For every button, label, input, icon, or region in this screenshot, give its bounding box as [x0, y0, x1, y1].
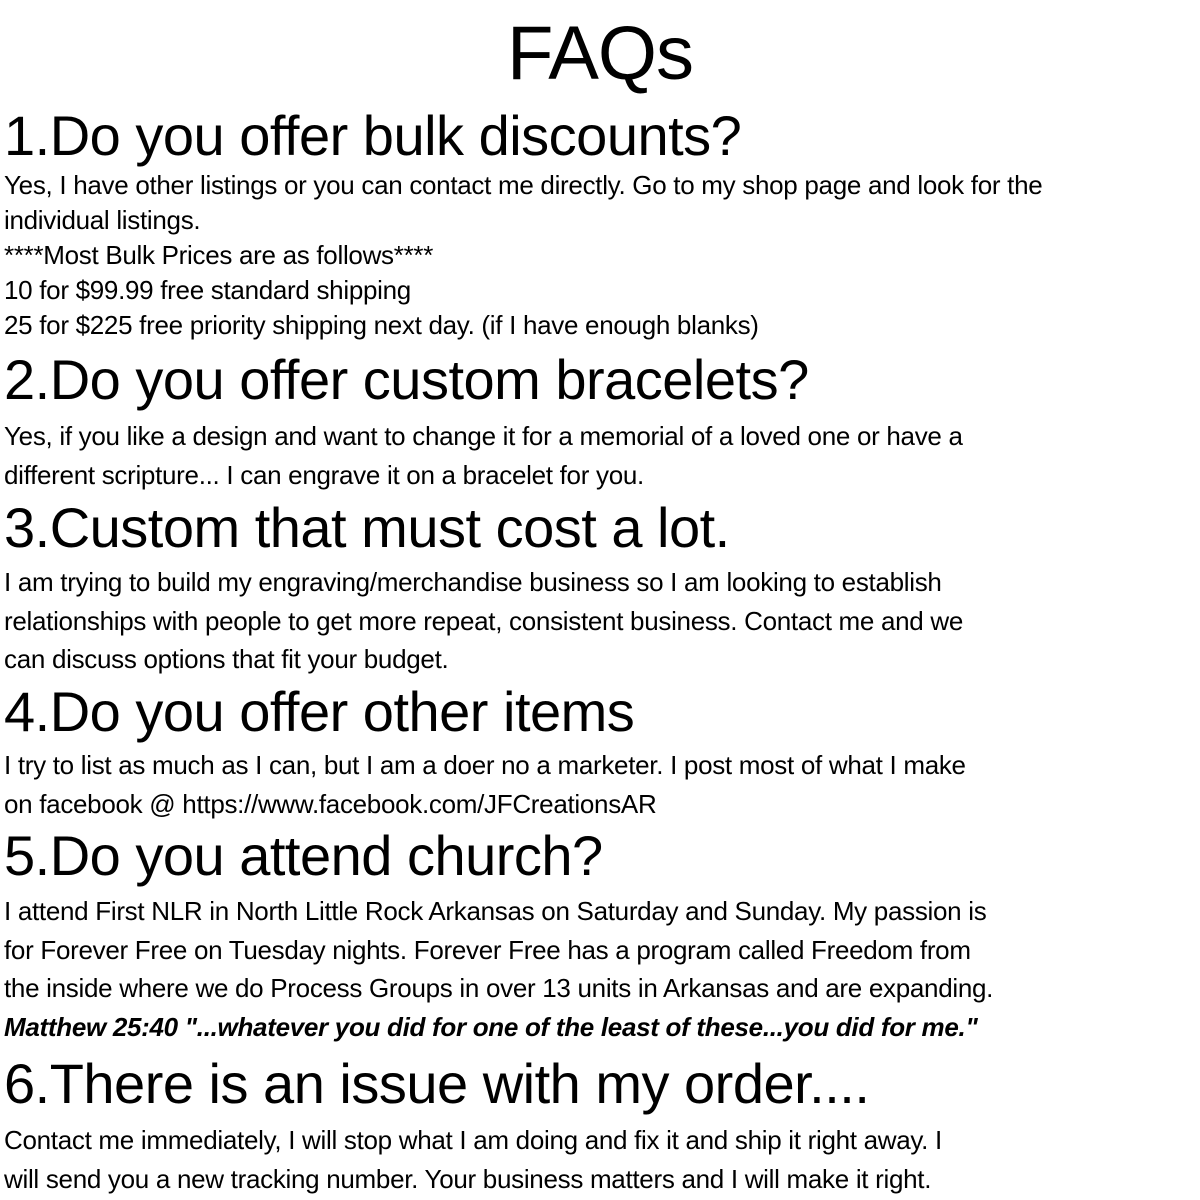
faq-answer-6-line: Contact me immediately, I will stop what I am doing and fix it and ship it right away. I	[4, 1125, 942, 1155]
faq-answer-1-line: 10 for $99.99 free standard shipping	[4, 275, 411, 305]
faq-answer-6	[4, 1121, 1194, 1198]
faq-answer-2-line: different scripture... I can engrave it on a bracelet for you.	[4, 459, 644, 490]
scripture-quote: Matthew 25:40 "...whatever you did for one of the least of these...you did for me."	[4, 1011, 978, 1042]
faq-answer-4-line: on facebook @ https://www.facebook.com/JFCreationsAR	[4, 788, 657, 819]
faq-answer-5-line: the inside where we do Process Groups in over 13 units in Arkansas and are expanding.	[4, 973, 994, 1003]
page-title: FAQs	[506, 11, 694, 96]
faq-answer-1-line: 25 for $225 free priority shipping next day. (if I have enough blanks)	[4, 310, 759, 340]
faq-answer-5	[4, 892, 1194, 1046]
faq-question-1: 1.Do you offer bulk discounts?	[4, 104, 742, 167]
faq-answer-1-line: ****Most Bulk Prices are as follows****	[4, 240, 434, 270]
faq-answer-5-line: I attend First NLR in North Little Rock Arkansas on Saturday and Sunday. My passion is	[4, 896, 987, 926]
faq-question-5: 5.Do you attend church?	[4, 824, 603, 887]
faq-answer-6-line: will send you a new tracking number. Your business matters and I will make it right.	[4, 1163, 932, 1194]
faq-answer-1	[4, 168, 1194, 343]
faq-answer-3-line: I am trying to build my engraving/merchandise business so I am looking to establish	[4, 567, 942, 597]
faq-answer-2-line: Yes, if you like a design and want to change it for a memorial of a loved one or have a	[4, 421, 963, 451]
faq-question-2: 2.Do you offer custom bracelets?	[4, 348, 809, 411]
faq-question-3: 3.Custom that must cost a lot.	[4, 496, 730, 559]
faq-answer-3-line: can discuss options that fit your budget.	[4, 644, 449, 674]
faq-answer-3-line: relationships with people to get more repeat, consistent business. Contact me and we	[4, 605, 964, 636]
faq-answer-3	[4, 563, 1194, 679]
faq-question-6: 6.There is an issue with my order....	[4, 1052, 870, 1115]
faq-answer-4-line: I try to list as much as I can, but I am a doer no a marketer. I post most of what I make	[4, 750, 966, 780]
faq-answer-1-line: Yes, I have other listings or you can contact me directly. Go to my shop page and look for the	[4, 170, 1043, 200]
faq-answer-4	[4, 746, 1194, 823]
faq-answer-1-line: individual listings.	[4, 205, 201, 235]
faq-question-4: 4.Do you offer other items	[4, 680, 635, 743]
faq-answer-2	[4, 417, 1194, 494]
faq-answer-5-line: for Forever Free on Tuesday nights. Forever Free has a program called Freedom from	[4, 934, 971, 965]
